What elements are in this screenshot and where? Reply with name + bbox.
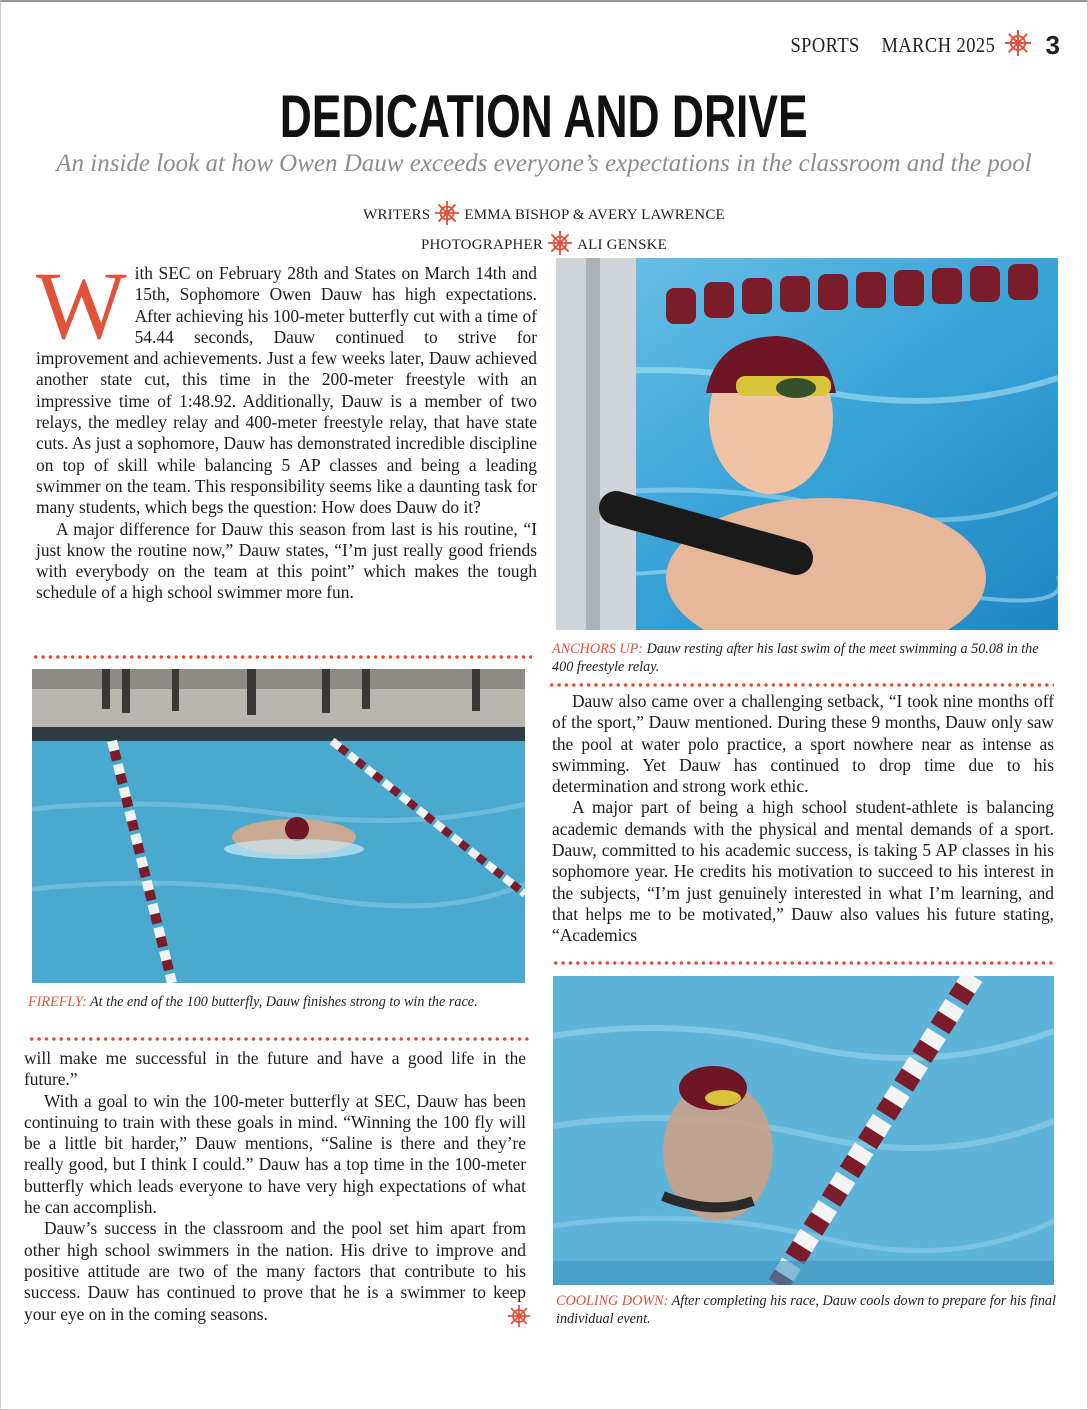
photo-firefly — [32, 669, 525, 983]
paragraph-7: Dauw’s success in the classroom and the pool set him apart from other high school swimmers in the nation. His drive to improve and positive attitude are two of the many factors that contribute to his success. Dauw has continued to prove that he is a swimmer to keep your eye on in the coming seasons. — [24, 1218, 526, 1324]
divider-dots — [28, 1037, 532, 1041]
article-column-3 — [24, 1048, 526, 1325]
paragraph-5: will make me successful in the future and have a good life in the future.” — [24, 1048, 526, 1090]
photographer-credit — [0, 230, 1088, 261]
writers-credit — [0, 200, 1088, 231]
caption-text: After completing his race, Dauw cools down to prepare for his final individual event. — [556, 1293, 1056, 1327]
photographer-label: PHOTOGRAPHER — [420, 236, 544, 253]
writers-names: EMMA BISHOP & AVERY LAWRENCE — [464, 206, 725, 223]
page-number: 3 — [1045, 29, 1060, 60]
writers-label: WRITERS — [363, 206, 431, 223]
caption-firefly — [28, 993, 528, 1011]
paragraph-4: A major part of being a high school student-athlete is balancing academic demands with the physical and mental demands of a sport. Dauw, committed to his academic success, is taking 5 AP classes in his sophomore year. He credits his motivation to succeed to his interest in the subjects, “I’m just genuinely interested in what I’m learning, and that helps me to be motivated,” Dauw also values his future stating, “Academics — [552, 797, 1054, 946]
paragraph-6: With a goal to win the 100-meter butterfly at SEC, Dauw has been continuing to train with these goals in mind. “Winning the 100 fly will be a little bit harder,” Dauw mentions, “Saline is there and they’re really good, but I think I could.” Dauw has a top time in the 100-meter butterfly which leads everyone to have very high expectations of what he can accomplish. — [24, 1090, 526, 1218]
paragraph-3: Dauw also came over a challenging setback, “I took nine months off of the sport,” Dauw mentioned. During these 9 months, Dauw only saw the pool at water polo practice, a sport nowhere near as intense as swimming. Yet Dauw has continued to drop time due to his determination and strong work ethic. — [552, 691, 1054, 797]
article-subtitle: An inside look at how Owen Dauw exceeds everyone’s expectations in the classroom and the pool — [56, 150, 1032, 177]
article-column-1 — [36, 252, 537, 604]
article-title-text: DEDICATION AND DRIVE — [280, 83, 808, 150]
ship-wheel-icon — [1004, 29, 1032, 62]
caption-text: Dauw resting after his last swim of the meet swimming a 50.08 in the 400 freestyle relay. — [552, 641, 1039, 675]
paragraph-2: A major difference for Dauw this season from last is his routine, “I just know the routine now,” Dauw states, “I’m just really good friends with everybody on the team at this point” which makes the tough schedule of a high school swimmer more fun. — [36, 518, 537, 603]
ship-wheel-icon — [434, 214, 460, 230]
page-header — [781, 30, 1060, 60]
article-title — [0, 82, 1088, 151]
photo-anchors-up — [556, 258, 1058, 630]
paragraph-1: ith SEC on February 28th and States on March 14th and 15th, Sophomore Owen Dauw has high expectations. After achieving his 100-meter butterfly cut with a time of 54.44 seconds, Dauw continued to strive for improvement and achievements. Just a few weeks later, Dauw achieved another state cut, this time in the 200-meter freestyle with an impressive time of 1:48.92. Additionally, Dauw is a member of two relays, the medley relay and 400-meter freestyle relay, that have state cuts. As just a sophomore, Dauw has demonstrated incredible discipline on top of skill while balancing 5 AP classes and being a leading swimmer on the team. This responsibility seems like a daunting task for many students, which begs the question: How does Dauw do it? — [36, 263, 537, 518]
caption-cooling-down — [556, 1292, 1058, 1328]
divider-dots — [548, 683, 1054, 687]
caption-lead: COOLING DOWN: — [556, 1293, 669, 1309]
section-name: SPORTS — [790, 32, 861, 57]
drop-cap: W — [36, 252, 127, 359]
photographer-name: ALI GENSKE — [577, 236, 668, 253]
caption-lead: ANCHORS UP: — [552, 641, 644, 657]
caption-lead: FIREFLY: — [28, 994, 87, 1010]
issue-date: MARCH 2025 — [881, 32, 996, 57]
caption-anchors-up — [552, 640, 1052, 676]
article-column-2 — [552, 691, 1054, 947]
photo-cooling-down — [553, 976, 1054, 1285]
divider-dots — [552, 961, 1054, 965]
end-mark-ship-wheel-icon — [507, 1304, 531, 1333]
caption-text: At the end of the 100 butterfly, Dauw finishes strong to win the race. — [86, 994, 478, 1010]
divider-dots — [32, 655, 532, 659]
